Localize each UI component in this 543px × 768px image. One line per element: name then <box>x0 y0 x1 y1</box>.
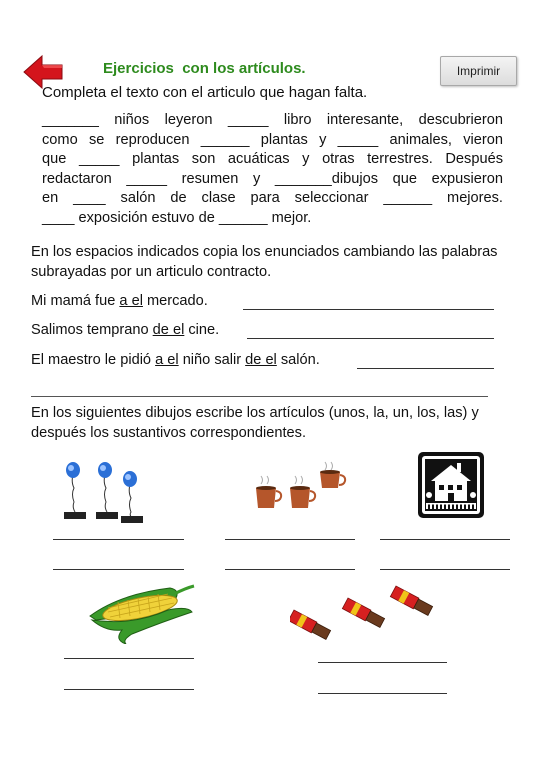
answer-line[interactable] <box>64 658 194 659</box>
answer-line[interactable] <box>247 338 494 339</box>
underlined-words: a el <box>119 293 143 309</box>
underlined-words: a el <box>155 352 179 368</box>
exercise3-intro: En los siguientes dibujos escribe los artículos (unos, la, un, los, las) y después los sustantivos correspondientes. <box>31 405 479 441</box>
answer-line[interactable] <box>243 309 494 310</box>
answer-line[interactable] <box>225 569 355 570</box>
exercise1-text <box>42 111 503 229</box>
sentence-1: Mi mamá fue a el mercado. <box>31 293 208 309</box>
sentence-3: El maestro le pidió a el niño salir de el salón. <box>31 352 320 368</box>
answer-line[interactable] <box>64 689 194 690</box>
answer-line[interactable] <box>380 569 510 570</box>
page-title: Ejercicios con los artículos. <box>103 60 306 77</box>
answer-line[interactable] <box>380 539 510 540</box>
text-line[interactable]: en ____ salón de clase para seleccionar ______ mejores. <box>42 190 503 207</box>
text-line[interactable]: redactaron _____ resumen y _______dibujos que expusieron <box>42 170 503 187</box>
answer-line[interactable] <box>318 693 447 694</box>
answer-line[interactable] <box>31 396 488 397</box>
house-icon <box>417 451 485 519</box>
underlined-words: de el <box>245 352 277 368</box>
sentence-2: Salimos temprano de el cine. <box>31 322 220 338</box>
answer-line[interactable] <box>357 368 494 369</box>
chocolate-bars-icon <box>290 584 450 642</box>
exercise2-intro: En los espacios indicados copia los enunciados cambiando las palabras subrayadas por un articulo contracto. <box>31 244 498 280</box>
text-line[interactable]: como se reproducen ______ plantas y _____ animales, vieron <box>42 131 503 148</box>
text-line[interactable]: que _____ plantas son acuáticas y otras terrestres. Después <box>42 151 503 168</box>
balloons-icon <box>58 462 150 524</box>
corn-icon <box>88 584 196 644</box>
answer-line[interactable] <box>318 662 447 663</box>
text-line[interactable]: ____ exposición estuvo de ______ mejor. <box>42 209 312 226</box>
answer-line[interactable] <box>53 539 184 540</box>
answer-line[interactable] <box>225 539 355 540</box>
exercise1-intro: Completa el texto con el articulo que hagan falta. <box>42 84 368 101</box>
underlined-words: de el <box>152 322 185 338</box>
print-button[interactable]: Imprimir <box>440 56 517 86</box>
coffee-cups-icon <box>250 458 350 516</box>
answer-line[interactable] <box>53 569 184 570</box>
text-line[interactable]: _______ niños leyeron _____ libro interesante, descubrieron <box>42 112 503 128</box>
